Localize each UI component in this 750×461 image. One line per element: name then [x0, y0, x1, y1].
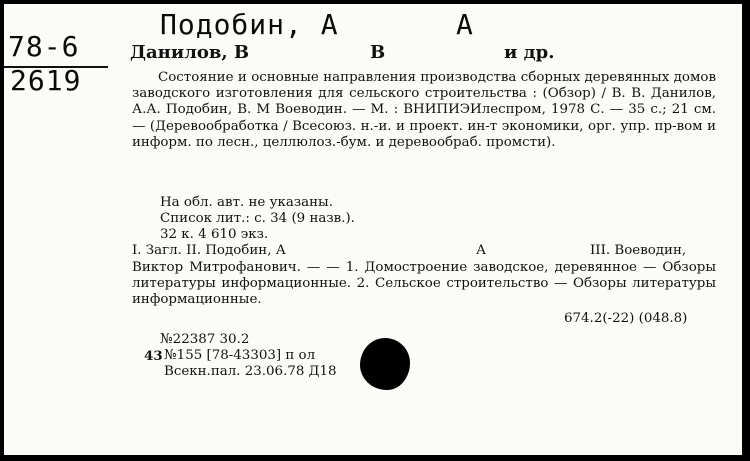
- punch-hole: [360, 338, 410, 390]
- heading-author: Данилов, В: [130, 42, 250, 63]
- tracing-part-c: III. Воеводин,: [590, 243, 687, 258]
- heading-letter: В: [370, 42, 386, 63]
- handwritten-number-bottom: 2619: [10, 64, 82, 97]
- registration-line-2: №155 [78-43303] п ол: [164, 348, 316, 363]
- handwritten-number-top: 78-6: [8, 30, 80, 63]
- description-text: Состояние и основные направления производства сборных деревянных домов заводского изготовления для сельского строительства : (Обзор) / В. В. Данилов, А.А. Подобин, В. М Воеводин. — М. : ВНИПИЭИлеспром, 1978 С. — 35 с.; 21 см. — (Деревообработка / Всесоюз. н.-и. и проект. ин-т экономики, орг. упр. пр-вом и информ. по лесн., целлюлоз.-бум. и деревообраб. промсти).: [132, 70, 716, 150]
- handwritten-letter: А: [456, 8, 473, 41]
- heading-et-al: и др.: [504, 42, 555, 63]
- handwritten-name: Подобин, А: [160, 8, 339, 41]
- note-authors: На обл. авт. не указаны.: [160, 195, 333, 210]
- subject-headings: Виктор Митрофанович. — — 1. Домостроение заводское, деревянное — Обзоры литературы информационные. 2. Сельское строительство — Обзоры литературы информационные.: [132, 260, 716, 308]
- udc-code: 674.2(-22) (048.8): [564, 311, 688, 326]
- bibliographic-description: [132, 70, 716, 151]
- catalog-card: [4, 4, 742, 455]
- registration-line-1: №22387 30.2: [160, 332, 250, 347]
- registration-line-3: Всекн.пал. 23.06.78 Д18: [164, 364, 337, 379]
- note-price-copies: 32 к. 4 610 экз.: [160, 227, 269, 242]
- tracing-part-a: I. Загл. II. Подобин, А: [132, 243, 286, 258]
- tracing-part-b: А: [476, 243, 487, 258]
- note-bibliography: Список лит.: с. 34 (9 назв.).: [160, 211, 355, 226]
- registration-number-43: 43: [144, 348, 163, 364]
